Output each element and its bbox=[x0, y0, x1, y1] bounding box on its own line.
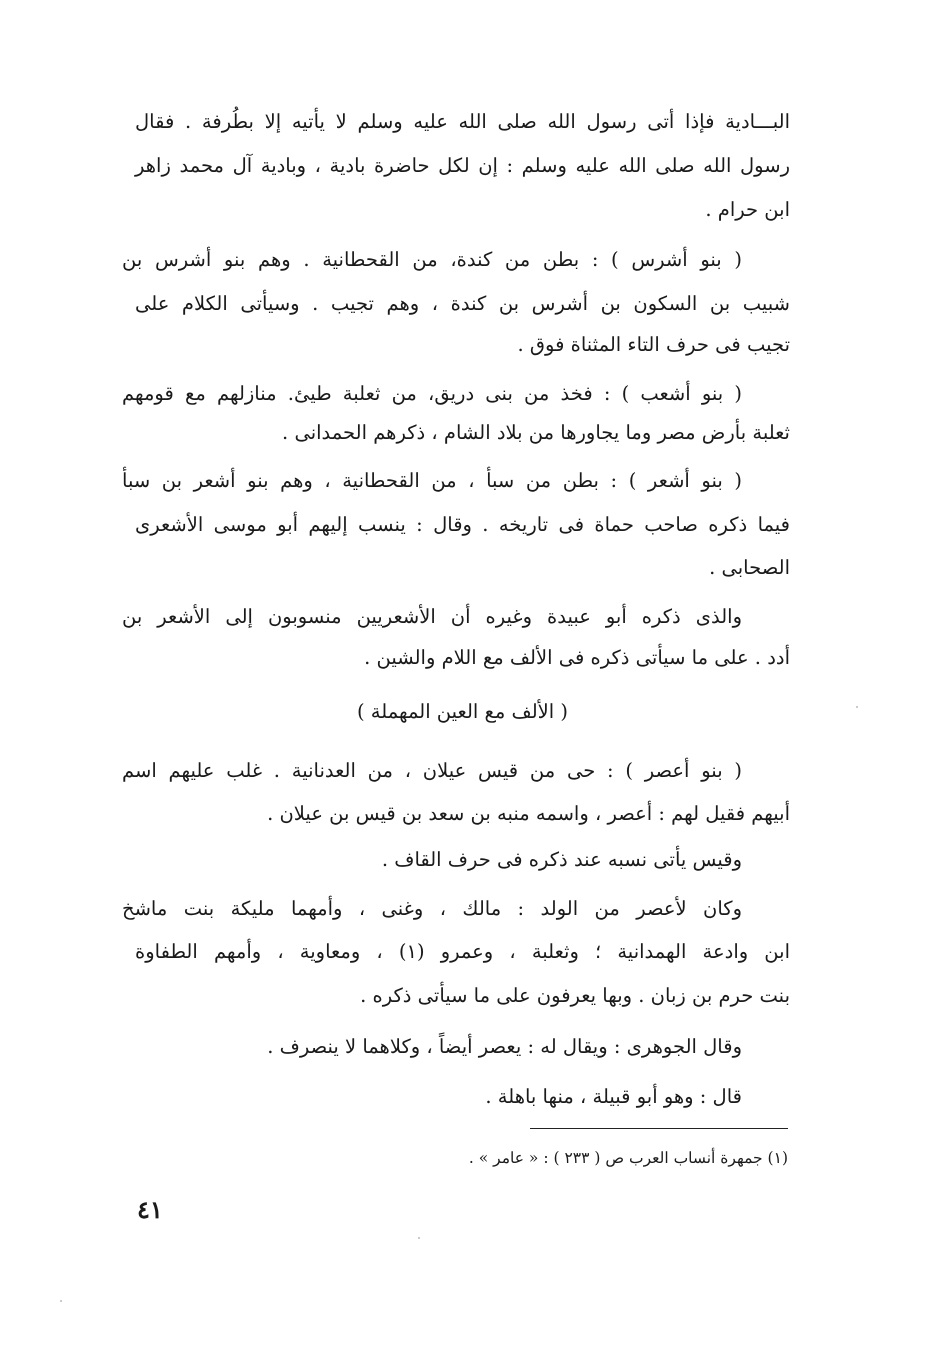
text-line: رسول الله صلى الله عليه وسلم : إن لكل حاضرة بادية ، وبادية آل محمد زاهر bbox=[135, 154, 790, 177]
text-line: تجيب فى حرف التاء المثناة فوق . bbox=[517, 333, 790, 356]
text-line: وكان لأعصر من الولد : مالك ، وغنى ، وأمهما مليكة بنت ماشخ bbox=[122, 897, 742, 920]
text-line: ( بنو أعصر ) : حى من قيس عيلان ، من العدنانية . غلب عليهم اسم bbox=[122, 759, 742, 782]
text-line: بنت حرم بن زبان . وبها يعرفون على ما سيأتى ذكره . bbox=[360, 984, 790, 1007]
text-line: البـــادية فإذا أتى رسول الله صلى الله عليه وسلم لا يأتيه إلا بطُرفة . فقال bbox=[135, 110, 790, 133]
text-line: وقيس يأتى نسبه عند ذكره فى حرف القاف . bbox=[381, 848, 742, 871]
paper-speck bbox=[60, 1300, 62, 1302]
paper-speck bbox=[418, 1237, 420, 1239]
text-line: ثعلبة بأرض مصر وما يجاورها من بلاد الشام ، ذكرهم الحمدانى . bbox=[282, 421, 790, 444]
text-line: ابن حرام . bbox=[705, 198, 790, 221]
text-line: والذى ذكره أبو عبيدة وغيره أن الأشعريين منسوبون إلى الأشعر بن bbox=[122, 605, 742, 628]
text-line: الصحابى . bbox=[709, 556, 790, 579]
footnote: (١) جمهرة أنساب العرب ص ( ٢٣٣ ) : « عامر » . bbox=[468, 1149, 788, 1167]
text-line: وقال الجوهرى : ويقال له : يعصر أيضاً ، وكلاهما لا ينصرف . bbox=[267, 1035, 742, 1058]
text-line: أبيهم فقيل لهم : أعصر ، واسمه منبه بن سعد بن قيس بن عيلان . bbox=[267, 802, 790, 825]
text-line: شبيب بن السكون بن أشرس بن كندة ، وهم تجيب . وسيأتى الكلام على bbox=[135, 292, 790, 315]
section-heading: ( الألف مع العين المهملة ) bbox=[357, 700, 568, 723]
text-line: أدد . على ما سيأتى ذكره فى الألف مع اللام والشين . bbox=[364, 646, 790, 669]
footnote-divider bbox=[530, 1128, 788, 1129]
text-line: قال : وهو أبو قبيلة ، منها باهلة . bbox=[485, 1085, 742, 1108]
text-line: ( بنو أشعب ) : فخذ من بنى دريق، من ثعلبة طيئ. منازلهم مع قومهم bbox=[122, 382, 742, 405]
page-number: ٤١ bbox=[137, 1195, 163, 1224]
paper-speck bbox=[856, 706, 858, 708]
text-line: ( بنو أشعر ) : بطن من سبأ ، من القحطانية ، وهم بنو أشعر بن سبأ bbox=[122, 469, 742, 492]
main-text bbox=[122, 0, 790, 1120]
text-line: فيما ذكره صاحب حماة فى تاريخه . وقال : ينسب إليهم أبو موسى الأشعرى bbox=[135, 513, 790, 536]
text-line: ( بنو أشرس ) : بطن من كندة، من القحطانية . وهم بنو أشرس بن bbox=[122, 248, 742, 271]
text-line: ابن وادعة الهمدانية ؛ وثعلبة ، وعمرو (١) ، ومعاوية ، وأمهم الطفاوة bbox=[135, 940, 790, 963]
